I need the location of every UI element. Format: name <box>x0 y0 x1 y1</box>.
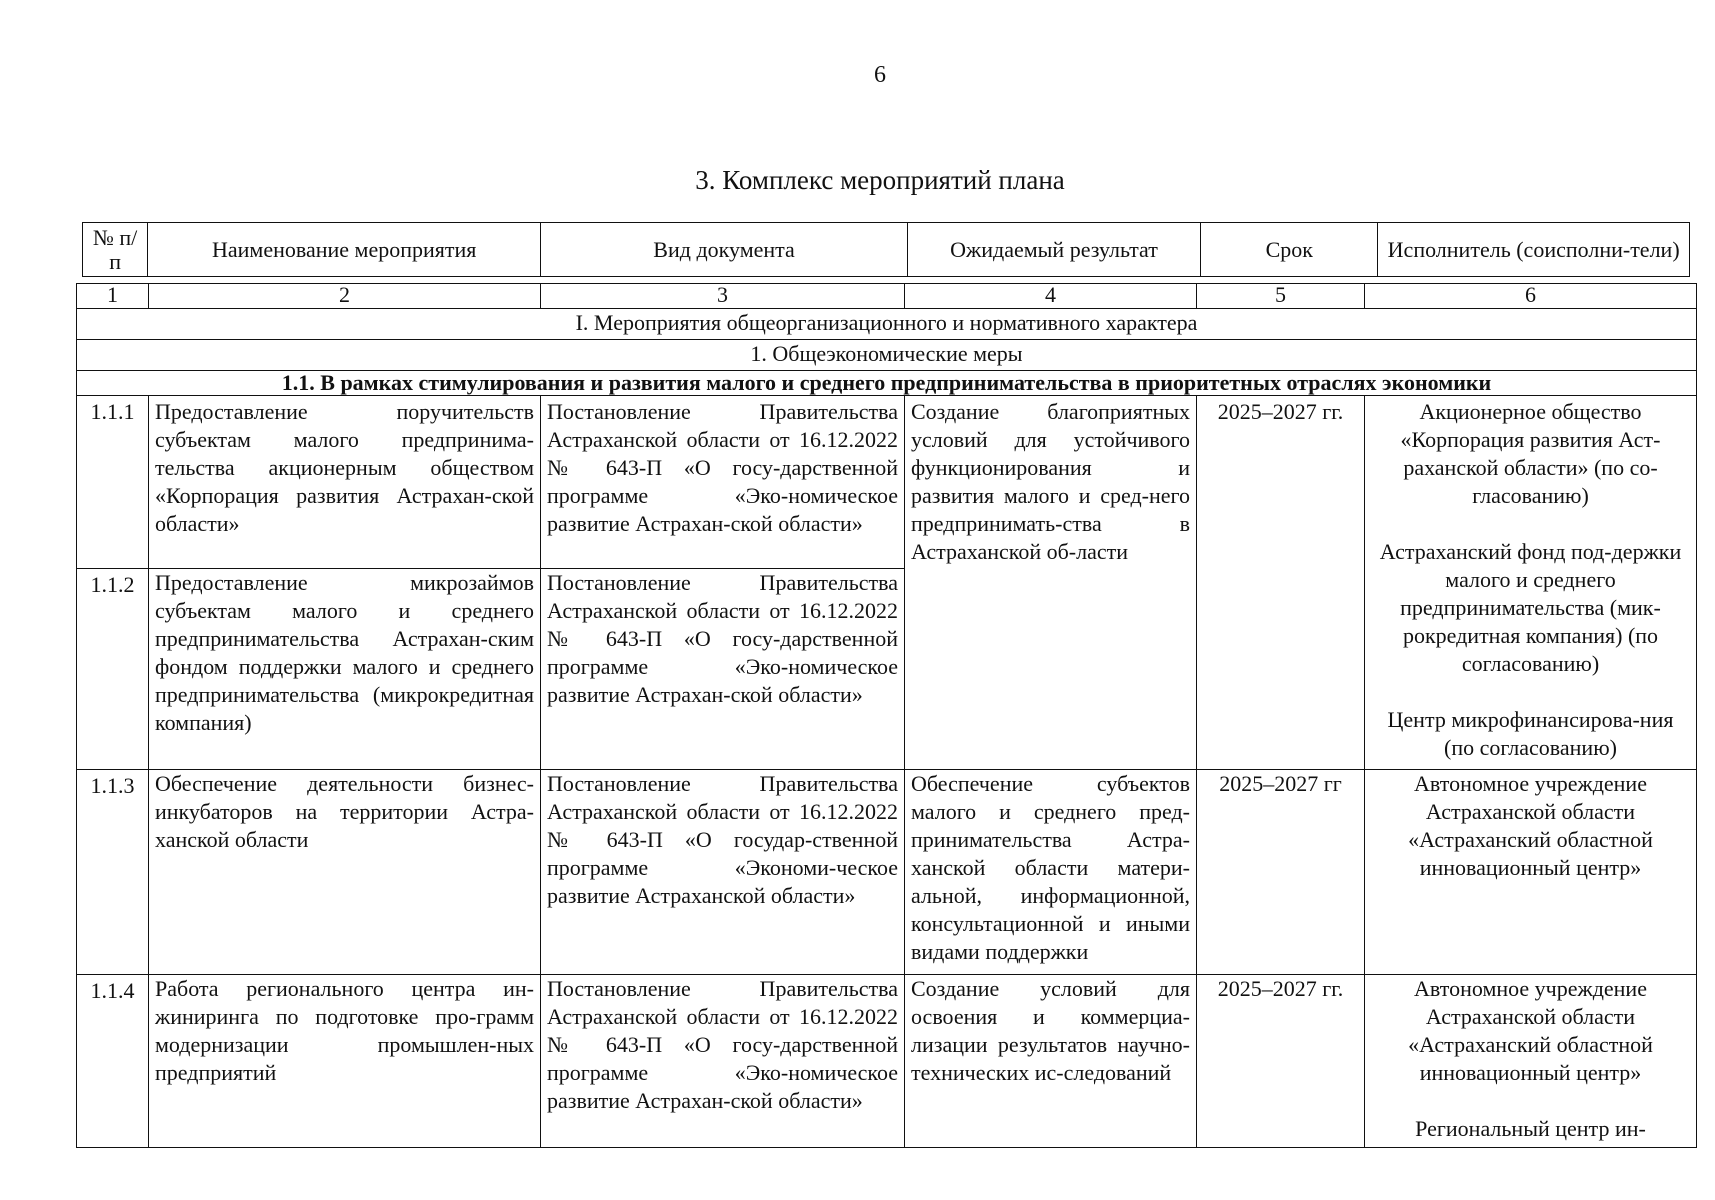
executor: Акционерное общество «Корпорация развития Аст-раханской области» (по со-гласованию) <box>1400 399 1661 508</box>
header-term: Срок <box>1201 223 1378 277</box>
subsubsection-row <box>77 371 1697 396</box>
expected-result: Обеспечение субъектов малого и среднего пред-принимательства Астра-ханской области матери-альной, информационной, консультационной и иными видами поддержки <box>905 770 1197 975</box>
table-row <box>77 770 1697 975</box>
subsection-row <box>77 340 1697 371</box>
term: 2025–2027 гг. <box>1197 396 1365 770</box>
measure-name: Обеспечение деятельности бизнес-инкубаторов на территории Астра-ханской области <box>149 770 541 975</box>
executor: Центр микрофинансирова-ния (по согласованию) <box>1387 707 1674 760</box>
measure-name: Работа регионального центра ин-жиниринга по подготовке про-грамм модернизации промышлен-ных предприятий <box>149 975 541 1148</box>
column-number: 2 <box>149 284 541 309</box>
section-heading: I. Мероприятия общеорганизационного и нормативного характера <box>77 309 1697 340</box>
row-number: 1.1.2 <box>77 569 149 770</box>
term: 2025–2027 гг. <box>1197 975 1365 1148</box>
column-header-row <box>83 223 1690 277</box>
row-number: 1.1.3 <box>77 770 149 975</box>
executor: Автономное учреждение Астраханской области «Астраханский областной инновационный центр» <box>1408 771 1653 880</box>
column-number: 3 <box>541 284 905 309</box>
header-num: № п/п <box>83 223 148 277</box>
table-row <box>77 975 1697 1148</box>
document-type: Постановление Правительства Астраханской области от 16.12.2022 № 643-П «О госу-дарственной программе «Эко-номическое развитие Астрахан-ской области» <box>541 396 905 569</box>
header-doc: Вид документа <box>541 223 908 277</box>
header-name: Наименование мероприятия <box>148 223 541 277</box>
page-number: 6 <box>874 62 886 88</box>
executor: Автономное учреждение Астраханской области «Астраханский областной инновационный центр» <box>1408 976 1653 1085</box>
column-number: 5 <box>1197 284 1365 309</box>
executor: Астраханский фонд под-держки малого и среднего предпринимательства (мик-рокредитная компания) (по согласованию) <box>1379 539 1682 676</box>
row-number: 1.1.4 <box>77 975 149 1148</box>
subsection-heading: 1. Общеэкономические меры <box>77 340 1697 371</box>
row-number: 1.1.1 <box>77 396 149 569</box>
measures-table <box>76 283 1697 1148</box>
column-number: 1 <box>77 284 149 309</box>
term: 2025–2027 гг <box>1197 770 1365 975</box>
section-title: 3. Комплекс мероприятий плана <box>695 165 1065 195</box>
executor-cell <box>1365 396 1697 770</box>
executor: Региональный центр ин- <box>1415 1116 1646 1141</box>
subsubsection-heading: 1.1. В рамках стимулирования и развития малого и среднего предпринимательства в приоритетных отраслях экономики <box>77 371 1697 396</box>
column-header-table <box>82 222 1690 277</box>
document-type: Постановление Правительства Астраханской области от 16.12.2022 № 643-П «О госу-дарственной программе «Эко-номическое развитие Астрахан-ской области» <box>541 569 905 770</box>
table-row <box>77 396 1697 569</box>
measure-name: Предоставление поручительств субъектам малого предпринима-тельства акционерным обществом «Корпорация развития Астрахан-ской области» <box>149 396 541 569</box>
section-row <box>77 309 1697 340</box>
expected-result: Создание условий для освоения и коммерциа-лизации результатов научно-технических ис-следований <box>905 975 1197 1148</box>
measure-name: Предоставление микрозаймов субъектам малого и среднего предпринимательства Астрахан-ским фондом поддержки малого и среднего предпринимательства (микрокредитная компания) <box>149 569 541 770</box>
document-type: Постановление Правительства Астраханской области от 16.12.2022 № 643-П «О госу-дарственной программе «Эко-номическое развитие Астрахан-ской области» <box>541 975 905 1148</box>
column-number: 6 <box>1365 284 1697 309</box>
header-result: Ожидаемый результат <box>907 223 1200 277</box>
column-number: 4 <box>905 284 1197 309</box>
document-type: Постановление Правительства Астраханской области от 16.12.2022 № 643-П «О государ-ственной программе «Экономи-ческое развитие Астраханской области» <box>541 770 905 975</box>
executor-cell <box>1365 975 1697 1148</box>
column-numbers-row <box>77 284 1697 309</box>
expected-result: Создание благоприятных условий для устойчивого функционирования и развития малого и сред-него предпринимать-ства в Астраханской об-ласти <box>905 396 1197 770</box>
executor-cell <box>1365 770 1697 975</box>
header-executor: Исполнитель (соисполни-тели) <box>1378 223 1690 277</box>
